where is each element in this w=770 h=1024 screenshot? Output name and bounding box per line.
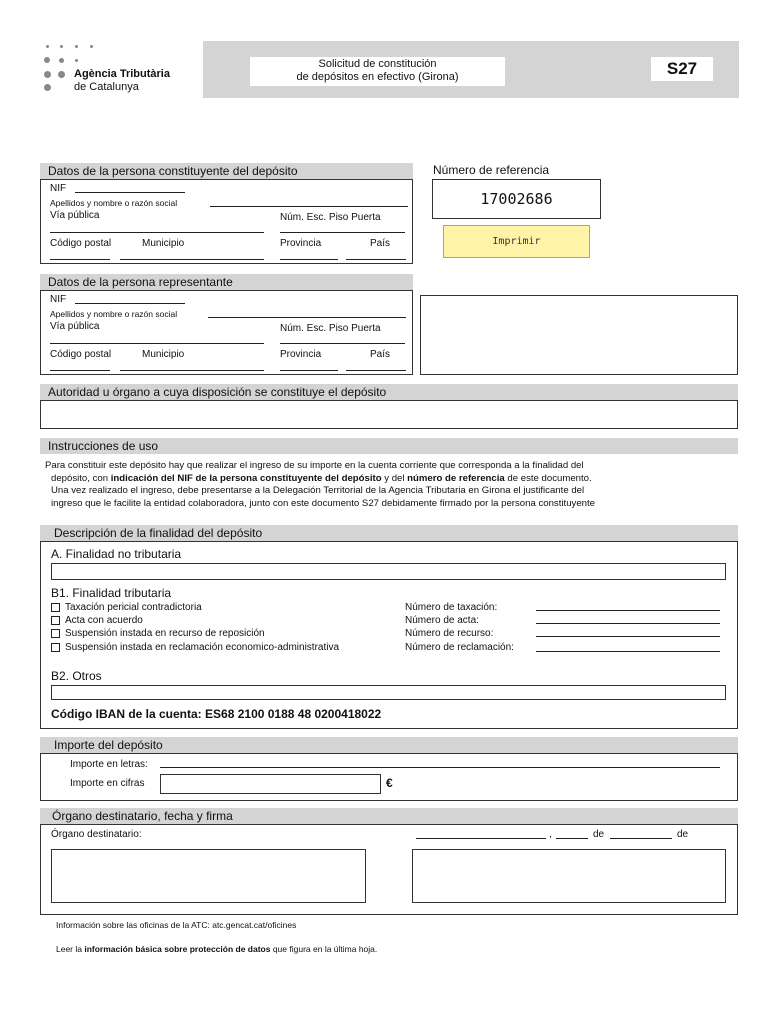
date-de-2: de: [677, 829, 689, 840]
apellidos-label: Apellidos y nombre o razón social: [50, 198, 178, 208]
instrucciones-text: Para constituir este depósito hay que realizar el ingreso de su importe en la cuenta corriente que corresponda a la finalidad del depósito, con indicación del NIF de la persona constituyente del depósito y del número de referencia de este documento. Una vez realizado el ingreso, debe presentarse a la Delegación Territorial de la Agencia Tributaria en Girona el justificante del ingreso que le facilite la entidad colaboradora, junto con este documento S27 debidamente firmado por la persona constituyente: [45, 460, 595, 509]
descripcion-header: Descripción de la finalidad del depósito: [40, 525, 738, 541]
iban: Código IBAN de la cuenta: ES68 2100 0188 48 0200418022: [51, 707, 382, 721]
rep-cp-field[interactable]: [50, 370, 110, 371]
mes-field[interactable]: [610, 838, 672, 839]
checkbox[interactable]: [51, 629, 60, 638]
recurso-label: Número de recurso:: [405, 628, 494, 639]
num-field[interactable]: [280, 232, 405, 233]
checkbox[interactable]: [51, 616, 60, 625]
stamp-box: [420, 295, 738, 375]
representante-header: Datos de la persona representante: [40, 274, 413, 290]
otros-field[interactable]: [51, 685, 726, 700]
reclamacion-field[interactable]: [536, 651, 720, 652]
pais-label: País: [370, 238, 391, 249]
form-title: Solicitud de constitución de depósitos en efectivo (Girona): [250, 57, 505, 86]
finalidad-no-tributaria-label: A. Finalidad no tributaria: [51, 547, 182, 561]
rep-cp-label: Código postal: [50, 349, 112, 360]
referencia-value: 17002686: [432, 179, 601, 219]
nif-field[interactable]: [75, 192, 185, 193]
checkbox[interactable]: [51, 643, 60, 652]
recurso-field[interactable]: [536, 636, 720, 637]
form-code: S27: [651, 57, 713, 81]
date-de-1: de: [593, 829, 605, 840]
importe-cifras-label: Importe en cifras: [70, 778, 145, 789]
referencia-label: Número de referencia: [433, 163, 550, 177]
municipio-label: Municipio: [142, 238, 185, 249]
b1-item-0[interactable]: Taxación pericial contradictoria: [51, 602, 202, 613]
acta-field[interactable]: [536, 623, 720, 624]
dia-field[interactable]: [556, 838, 588, 839]
lugar-field[interactable]: [416, 838, 546, 839]
rep-nif-label: NIF: [50, 294, 67, 305]
rep-via-field[interactable]: [50, 343, 264, 344]
b1-item-3[interactable]: Suspensión instada en reclamación economico-administrativa: [51, 642, 339, 653]
rep-pais-label: País: [370, 349, 391, 360]
organo-header: Órgano destinatario, fecha y firma: [40, 808, 738, 824]
autoridad-field[interactable]: [40, 400, 738, 429]
apellidos-field[interactable]: [210, 206, 408, 207]
b1-item-2[interactable]: Suspensión instada en recurso de reposición: [51, 628, 265, 639]
rep-apellidos-field[interactable]: [208, 317, 406, 318]
importe-cifras-field[interactable]: [160, 774, 381, 794]
checkbox[interactable]: [51, 603, 60, 612]
b1-item-1[interactable]: Acta con acuerdo: [51, 615, 143, 626]
via-field[interactable]: [50, 232, 264, 233]
firma-field[interactable]: [412, 849, 726, 903]
organo-field[interactable]: [51, 849, 366, 903]
pais-field[interactable]: [346, 259, 406, 260]
oficinas-info: Información sobre las oficinas de la ATC: atc.gencat.cat/oficines: [56, 920, 297, 930]
acta-label: Número de acta:: [405, 615, 479, 626]
taxacion-label: Número de taxación:: [405, 602, 498, 613]
rep-provincia-field[interactable]: [280, 370, 338, 371]
cp-label: Código postal: [50, 238, 112, 249]
reclamacion-label: Número de reclamación:: [405, 642, 514, 653]
constituyente-header: Datos de la persona constituyente del depósito: [40, 163, 413, 179]
rep-municipio-field[interactable]: [120, 370, 264, 371]
rep-municipio-label: Municipio: [142, 349, 185, 360]
rep-nif-field[interactable]: [75, 303, 185, 304]
rep-num-field[interactable]: [280, 343, 405, 344]
proteccion-datos: Leer la información básica sobre protección de datos que figura en la última hoja.: [56, 944, 378, 954]
num-label: Núm. Esc. Piso Puerta: [280, 212, 381, 223]
importe-letras-label: Importe en letras:: [70, 759, 148, 770]
otros-label: B2. Otros: [51, 669, 102, 683]
print-button[interactable]: Imprimir: [443, 225, 590, 258]
importe-header: Importe del depósito: [40, 737, 738, 753]
cp-field[interactable]: [50, 259, 110, 260]
rep-apellidos-label: Apellidos y nombre o razón social: [50, 309, 178, 319]
autoridad-header: Autoridad u órgano a cuya disposición se constituye el depósito: [40, 384, 738, 400]
rep-via-label: Vía pública: [50, 321, 100, 332]
taxacion-field[interactable]: [536, 610, 720, 611]
agency-name: Agència Tributària de Catalunya: [74, 68, 170, 93]
rep-pais-field[interactable]: [346, 370, 406, 371]
rep-num-label: Núm. Esc. Piso Puerta: [280, 323, 381, 334]
provincia-field[interactable]: [280, 259, 338, 260]
date-comma: ,: [549, 829, 552, 840]
currency-symbol: €: [386, 776, 393, 790]
finalidad-tributaria-label: B1. Finalidad tributaria: [51, 586, 172, 600]
municipio-field[interactable]: [120, 259, 264, 260]
provincia-label: Provincia: [280, 238, 322, 249]
organo-label: Órgano destinatario:: [51, 829, 142, 840]
importe-letras-field[interactable]: [160, 767, 720, 768]
instrucciones-header: Instrucciones de uso: [40, 438, 738, 454]
via-label: Vía pública: [50, 210, 100, 221]
nif-label: NIF: [50, 183, 67, 194]
rep-provincia-label: Provincia: [280, 349, 322, 360]
finalidad-no-tributaria-field[interactable]: [51, 563, 726, 580]
